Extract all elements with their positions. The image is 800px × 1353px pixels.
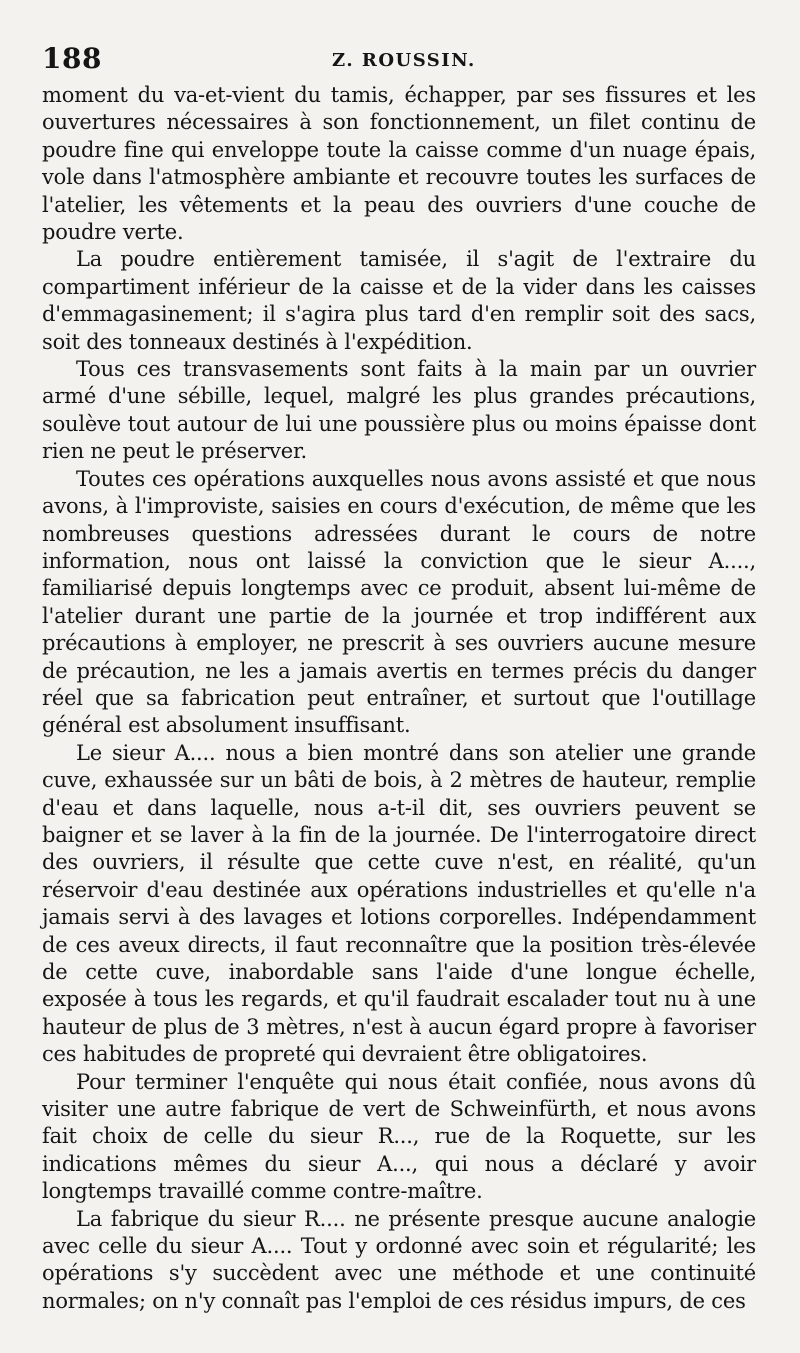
paragraph-3: Tous ces transvasements sont faits à la main par un ouvrier armé d'une sébille, lequel, malgré les plus grandes précautions, soulève tout autour de lui une poussière plus ou moins épaisse dont rien ne peut le préserver. [42, 357, 756, 464]
paragraph-2: La poudre entièrement tamisée, il s'agit de l'extraire du compartiment inférieur de la caisse et de la vider dans les caisses d'emmagasinement; il s'agira plus tard d'en remplir soit des sacs, soit des tonneaux destinés à l'expédition. [42, 247, 756, 354]
running-head: Z. ROUSSIN. [332, 50, 476, 71]
paragraph-7: La fabrique du sieur R.... ne présente presque aucune analogie avec celle du sieur A.... Tout y ordonné avec soin et régularité; les opérations s'y succèdent avec une méthode et une continuité normales; on n'y connaît pas l'emploi de ces résidus impurs, de ces [42, 1206, 756, 1313]
paragraph-5: Le sieur A.... nous a bien montré dans son atelier une grande cuve, exhaussée sur un bâti de bois, à 2 mètres de hauteur, remplie d'eau et dans laquelle, nous a-t-il dit, ses ouvriers peuvent se baigner et se laver à la fin de la journée. De l'interrogatoire direct des ouvriers, il résulte que cette cuve n'est, en réalité, qu'un réservoir d'eau destinée aux opérations industrielles et qu'elle n'a jamais servi à des lavages et lotions corporelles. Indépendamment de ces aveux directs, il faut reconnaître que la position très-élevée de cette cuve, inabordable sans l'aide d'une longue échelle, exposée à tous les regards, et qu'il faudrait escalader tout nu à une hauteur de plus de 3 mètres, n'est à aucun égard propre à favoriser ces habitudes de propreté qui devraient être obligatoires. [42, 740, 756, 1067]
paragraph-1: moment du va-et-vient du tamis, échapper, par ses fissures et les ouvertures nécessaires à son fonctionnement, un filet continu de poudre fine qui enveloppe toute la caisse comme d'un nuage épais, vole dans l'atmosphère ambiante et recouvre toutes les surfaces de l'atelier, les vêtements et la peau des ouvriers d'une couche de poudre verte. [42, 83, 756, 245]
page-header [42, 42, 762, 76]
paragraph-4: Toutes ces opérations auxquelles nous avons assisté et que nous avons, à l'improviste, saisies en cours d'exécution, de même que les nombreuses questions adressées durant le cours de notre information, nous ont laissé la conviction que le sieur A...., familiarisé depuis longtemps avec ce produit, absent lui-même de l'atelier durant une partie de la journée et trop indifférent aux précautions à employer, ne prescrit à ses ouvriers aucune mesure de précaution, ne les a jamais avertis en termes précis du danger réel que sa fabrication peut entraîner, et surtout que l'outillage général est absolument insuffisant. [42, 466, 756, 738]
paragraph-6: Pour terminer l'enquête qui nous était confiée, nous avons dû visiter une autre fabrique de vert de Schweinfürth, et nous avons fait choix de celle du sieur R..., rue de la Roquette, sur les indications mêmes du sieur A..., qui nous a déclaré y avoir longtemps travaillé comme contre-maître. [42, 1069, 756, 1204]
body-text [42, 82, 756, 1315]
page-number: 188 [42, 42, 102, 75]
